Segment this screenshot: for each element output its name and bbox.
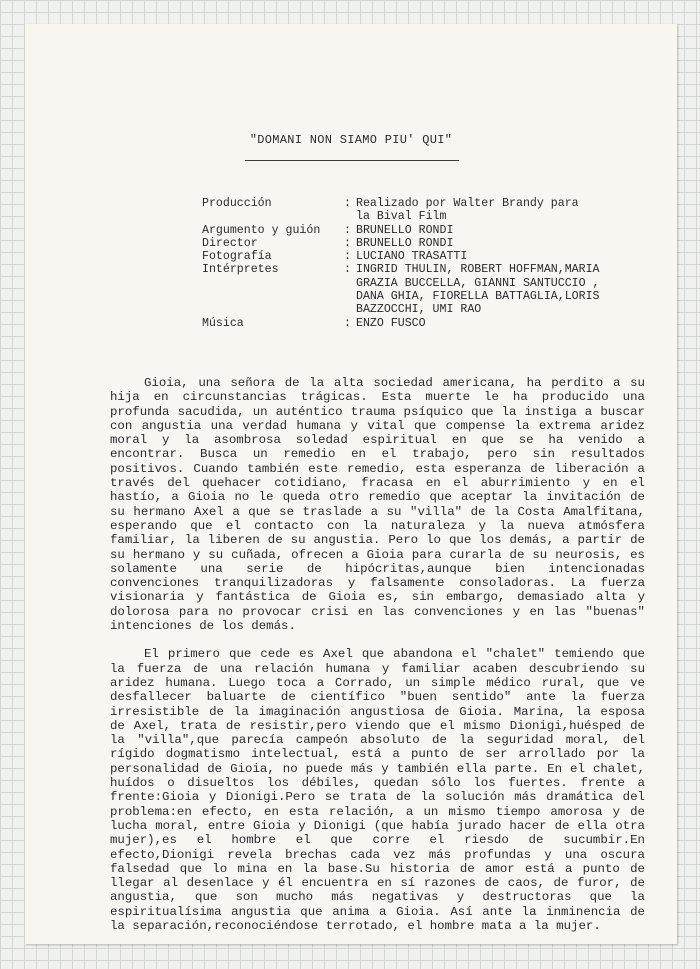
synopsis-body [110, 376, 645, 933]
credit-row-director: Director : BRUNELLO RONDI [202, 237, 662, 250]
credit-label: Producción [202, 197, 272, 210]
credit-value: BRUNELLO RONDI [356, 223, 454, 237]
credit-value: INGRID THULIN, ROBERT HOFFMAN,MARIA GRAZIA BUCCELLA, GIANNI SANTUCCIO , DANA GHIA, FIORELLA BATTAGLIA,LORIS BAZZOCCHI, UMI RAO [356, 263, 600, 317]
credit-value: ENZO FUSCO [356, 316, 426, 330]
credit-label: Argumento y guión [202, 223, 321, 237]
credit-row-interpretes: Intérpretes : INGRID THULIN, ROBERT HOFFMAN,MARIA GRAZIA BUCCELLA, GIANNI SANTUCCIO , DANA GHIA, FIORELLA BATTAGLIA,LORIS BAZZOCCHI, UMI RAO [202, 263, 662, 316]
credit-label: Director [202, 236, 258, 250]
title-underline [245, 160, 459, 161]
credit-label: Intérpretes [202, 263, 279, 277]
document-page [25, 24, 677, 944]
document-title: "DOMANI NON SIAMO PIU' QUI" [249, 133, 453, 147]
credit-row-fotografia: Fotografía : LUCIANO TRASATTI [202, 250, 662, 263]
credit-row-argumento: Argumento y guión : BRUNELLO RONDI [202, 224, 662, 237]
credit-value: Realizado por Walter Brandy para la Bival Film [356, 197, 579, 224]
credits-block [202, 197, 662, 330]
credit-value: LUCIANO TRASATTI [356, 250, 468, 264]
credit-label: Música [202, 316, 244, 330]
credit-value: BRUNELLO RONDI [356, 236, 454, 250]
credit-row-musica: Música : ENZO FUSCO [202, 317, 662, 330]
credit-row-produccion: Producción : Realizado por Walter Brandy para la Bival Film [202, 197, 662, 224]
synopsis-paragraph-1: Gioia, una señora de la alta sociedad americana, ha perdito a su hija en circunstancias trágicas. Esta muerte le ha producido una profunda sacudida, un auténtico trauma psíquico que la instiga a buscar con angustia una verdad humana y vital que compense la extrema aridez moral y la asombrosa soledad espiritual en que se ha venido a encontrar. Busca un remedio en el trabajo, pero sin resultados positivos. Cuando también este remedio, esta esperanza de liberación a través del quehacer cotidiano, fracasa en el aburrimiento y en el hastío, a Gioia no le queda otro remedio que aceptar la invitación de su hermano Axel a que se traslade a su "villa" de la Costa Amalfitana, esperando que el contacto con la naturaleza y la nueva atmósfera familiar, la liberen de su angustia. Pero lo que los demás, a partir de su hermano y su cuñada, ofrecen a Gioia para curarla de su neurosis, es solamente una serie de hipócritas,aunque bien intencionadas convenciones tranquilizadoras y falsamente consoladoras. La fuerza visionaria y fantástica de Gioia es, sin embargo, demasiado alta y dolorosa para no provocar crisi en las convenciones y en las "buenas" intenciones de los demás. [110, 376, 645, 634]
credit-label: Fotografía [202, 250, 272, 264]
synopsis-paragraph-2: El primero que cede es Axel que abandona el "chalet" temiendo que la fuerza de una relación humana y familiar acaben descubriendo su aridez humana. Luego toca a Corrado, un simple médico rural, que ve desfallecer baluarte de científico "buen sentido" ante la fuerza irresistible de la imaginación angustiosa de Gioia. Marina, la esposa de Axel, trata de resistir,pero viendo que el mismo Dionigi,huésped de la "villa",que parecía campeón absoluto de la seguridad moral, del rígido dogmatismo intelectual, está a punto de ser arrollado por la personalidad de Gioia, no puede más y también ella parte. En el chalet, huídos o disueltos los débiles, quedan sólo los fuertes. frente a frente:Gioia y Dionigi.Pero se trata de la solución más dramática del problema:en efecto, en esta relación, a un mismo tiempo amorosa y de lucha moral, entre Gioia y Dionigi (que había jurado hacer de ella otra mujer),es el hombre el que corre el riesdo de sucumbir.En efecto,Dionigi revela brechas cada vez más profundas y una oscura falsedad que lo mina en la base.Su historia de amor está a punto de llegar al desenlace y él encuentra en sí razones de caos, de furor, de angustia, que son mucho más negativas y destructoras que la espiritualísima angustia que anima a Gioia. Así ante la inminencia de la separación,reconociéndose terrotado, el hombre mata a la mujer. [110, 647, 645, 933]
